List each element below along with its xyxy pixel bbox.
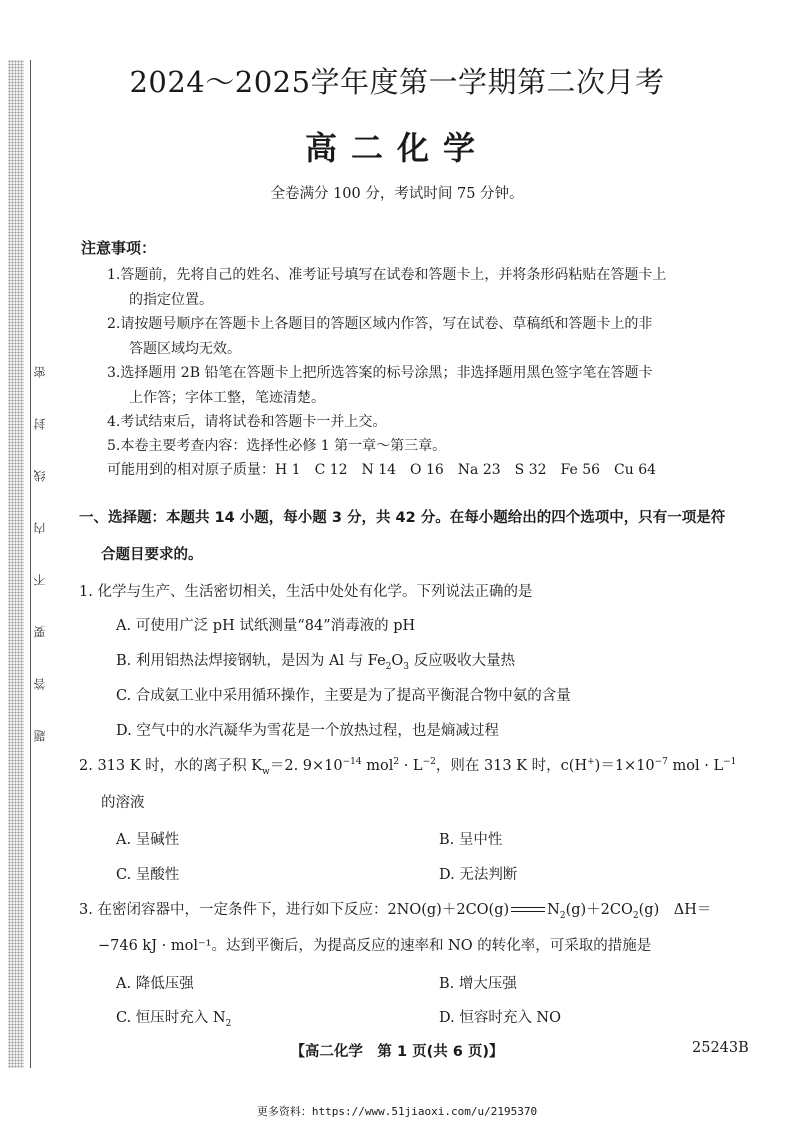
atomic-masses-line: 可能用到的相对原子质量：H 1 C 12 N 14 O 16 Na 23 S 32 Fe 56 Cu 64 bbox=[107, 462, 657, 478]
binding-char: 线 bbox=[33, 470, 47, 482]
binding-strip-pattern bbox=[8, 60, 24, 1068]
question-1-option-d: D. 空气中的水汽凝华为雪花是一个放热过程，也是熵减过程 bbox=[116, 723, 499, 739]
binding-char: 答 bbox=[33, 678, 47, 690]
subject-title: 高二化学 bbox=[304, 129, 489, 167]
notice-line: 的指定位置。 bbox=[129, 292, 213, 308]
binding-char: 封 bbox=[33, 418, 47, 430]
notice-line: 答题区域均无效。 bbox=[129, 341, 241, 357]
section-heading: 一、选择题：本题共 14 小题，每小题 3 分，共 42 分。在每小题给出的四个选项中，只有一项是符 bbox=[79, 510, 726, 526]
section-heading: 合题目要求的。 bbox=[101, 547, 203, 563]
exam-title: 2024～2025学年度第一学期第二次月考 bbox=[129, 65, 665, 99]
question-3-stem: 3. 在密闭容器中，一定条件下，进行如下反应：2NO(g)＋2CO(g) $N_2(g)+2CO_2(g)$ ΔH＝ bbox=[79, 902, 712, 921]
binding-char: 不 bbox=[33, 574, 47, 586]
question-3-option-d: D. 恒容时充入 NO bbox=[439, 1010, 562, 1026]
notice-line: 2.请按题号顺序在答题卡上各题目的答题区域内作答，写在试卷、草稿纸和答题卡上的非 bbox=[107, 316, 653, 332]
binding-char: 要 bbox=[33, 626, 47, 638]
question-2-stem-line2: 的溶液 bbox=[101, 795, 145, 811]
question-3-option-c: C. 恒压时充入 $N_2$ bbox=[116, 1010, 232, 1029]
question-2-stem: 2. 313 K 时，水的离子积 $K_w=2$. $9\times 10^{-14}$ $mol^2 \cdot L^{-2}$，则在 313 K 时，$c(H^+)=1\times 10^{-7}$ mol · $L^{-1}$ bbox=[79, 757, 737, 777]
exam-code: 25243B bbox=[692, 1040, 749, 1056]
question-3-option-b: B. 增大压强 bbox=[439, 976, 517, 992]
question-1-option-b: B. 利用铝热法焊接钢轨，是因为 Al 与 $Fe_2O_3$ 反应吸收大量热 bbox=[116, 653, 516, 672]
question-1-stem: 1. 化学与生产、生活密切相关，生活中处处有化学。下列说法正确的是 bbox=[79, 584, 533, 600]
question-2-option-c: C. 呈酸性 bbox=[116, 867, 180, 883]
score-time-line: 全卷满分 100 分，考试时间 75 分钟。 bbox=[270, 186, 524, 202]
notice-line: 3.选择题用 2B 铅笔在答题卡上把所选答案的标号涂黑；非选择题用黑色签字笔在答题卡 bbox=[107, 365, 653, 381]
notice-title: 注意事项： bbox=[81, 239, 157, 257]
notice-line: 1.答题前，先将自己的姓名、准考证号填写在试卷和答题卡上，并将条形码粘贴在答题卡上 bbox=[107, 267, 667, 283]
question-1-option-a: A. 可使用广泛 pH 试纸测量“84”消毒液的 pH bbox=[116, 618, 416, 634]
notice-line: 上作答；字体工整，笔迹清楚。 bbox=[129, 390, 325, 406]
question-3-stem-line2: −746 kJ · mol⁻¹。达到平衡后，为提高反应的速率和 NO 的转化率，可采取的措施是 bbox=[98, 938, 652, 954]
binding-char: 题 bbox=[33, 730, 47, 742]
binding-char: 密 bbox=[33, 366, 47, 378]
notice-line: 4.考试结束后，请将试卷和答题卡一并上交。 bbox=[107, 414, 387, 430]
page-footer-label: 【高二化学 第 1 页(共 6 页)】 bbox=[290, 1044, 504, 1060]
equilibrium-arrow-icon bbox=[511, 905, 545, 915]
resource-url[interactable]: 更多资料：https://www.51jiaoxi.com/u/2195370 bbox=[256, 1105, 538, 1118]
notice-line: 5.本卷主要考查内容：选择性必修 1 第一章～第三章。 bbox=[107, 438, 447, 454]
question-3-option-a: A. 降低压强 bbox=[116, 976, 194, 992]
question-1-option-c: C. 合成氨工业中采用循环操作，主要是为了提高平衡混合物中氨的含量 bbox=[116, 688, 571, 704]
question-2-option-d: D. 无法判断 bbox=[439, 867, 518, 883]
binding-char: 内 bbox=[33, 522, 47, 534]
question-2-option-a: A. 呈碱性 bbox=[116, 832, 180, 848]
question-2-option-b: B. 呈中性 bbox=[439, 832, 503, 848]
binding-strip-text bbox=[31, 366, 45, 746]
